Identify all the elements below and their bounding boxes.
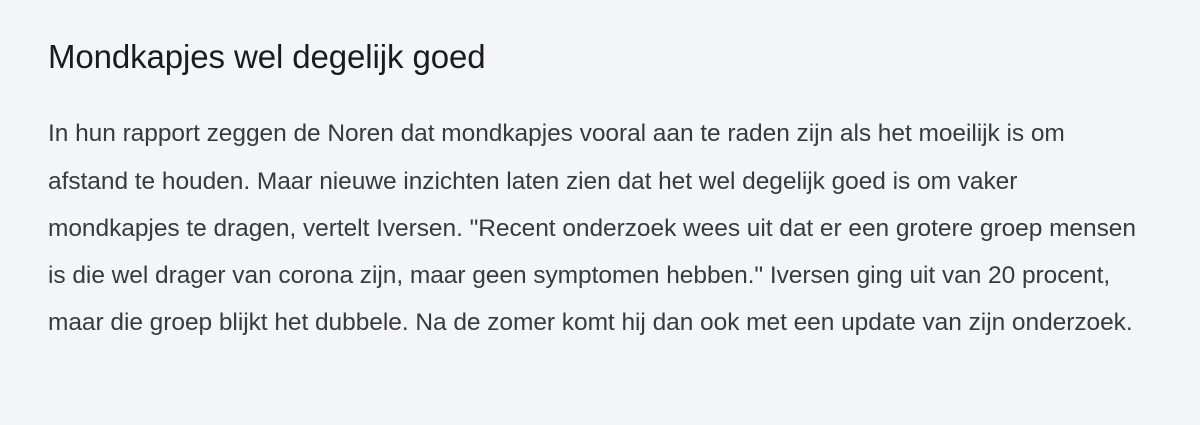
article-body-paragraph: In hun rapport zeggen de Noren dat mondkapjes vooral aan te raden zijn als het moeilijk is om afstand te houden. Maar nieuwe inzichten laten zien dat het wel degelijk goed is om vaker mondkapjes te dragen, vertelt Iversen. "Recent onderzoek wees uit dat er een grotere groep mensen is die wel drager van corona zijn, maar geen symptomen hebben." Iversen ging uit van 20 procent, maar die groep blijkt het dubbele. Na de zomer komt hij dan ook met een update van zijn onderzoek.	[48, 120, 1136, 337]
page-title: Mondkapjes wel degelijk goed	[48, 38, 486, 75]
